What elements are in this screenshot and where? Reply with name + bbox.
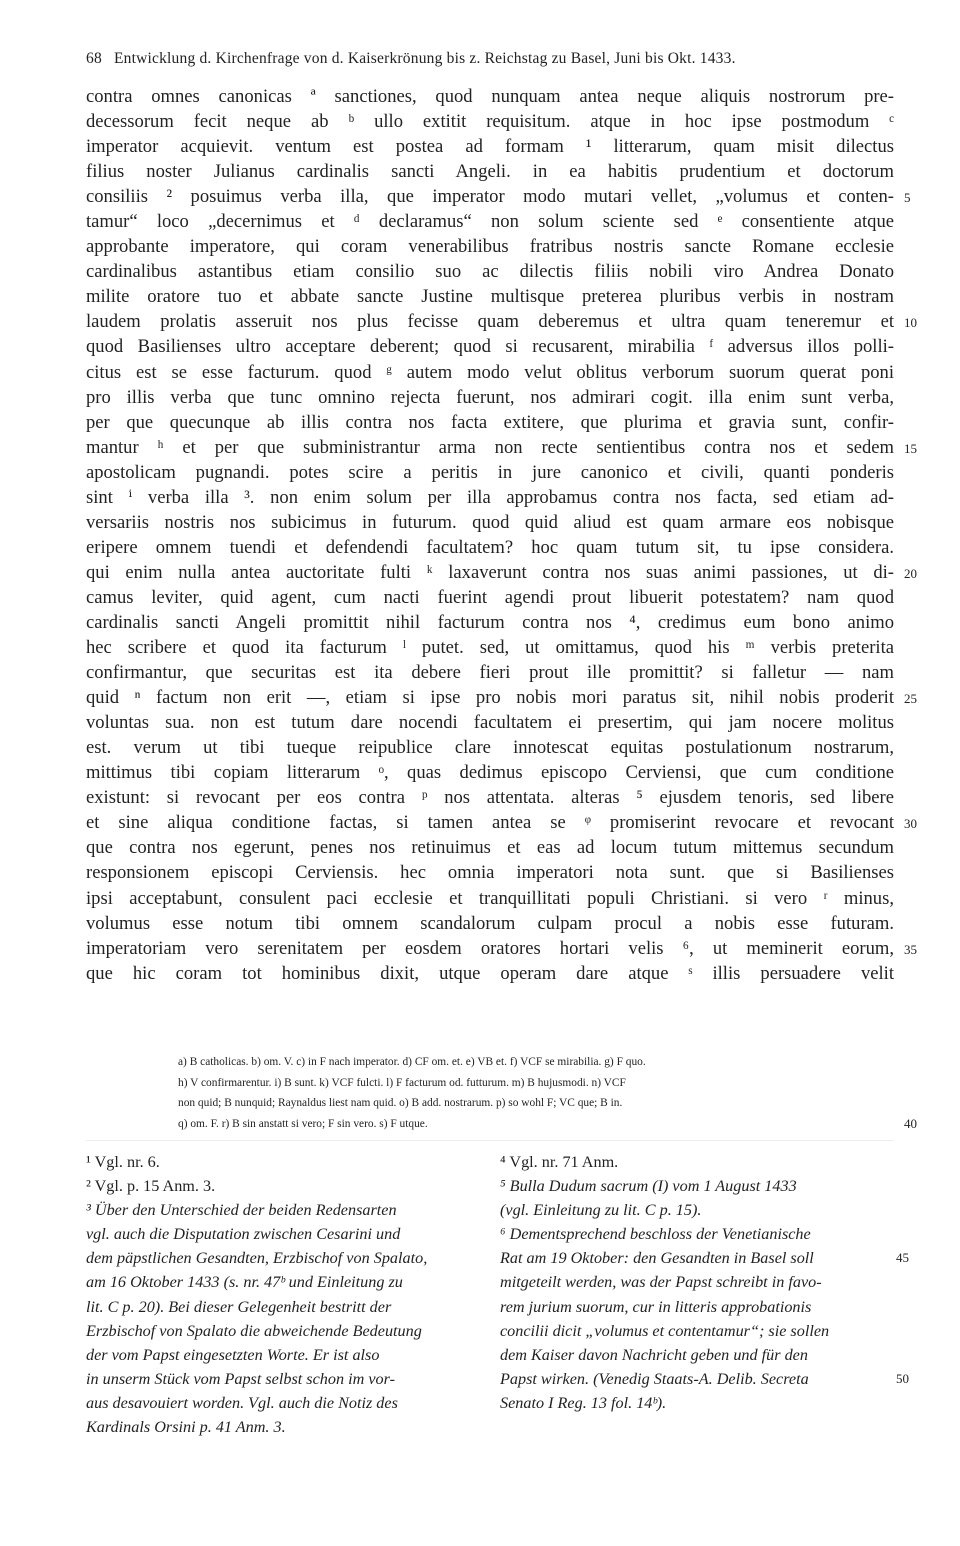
footnote-line-text: am 16 Oktober 1433 (s. nr. 47ᵇ und Einleitung zu — [86, 1273, 403, 1292]
footnote-line — [86, 1319, 476, 1343]
text-line-text: versariis nostris nos subicimus in futurum. quod quid aliud est quam armare eos nobisque — [86, 511, 894, 533]
apparatus-line-text: q) om. F. r) B sin anstatt si vero; F sin vero. s) F utque. — [178, 1117, 428, 1130]
footnote-line-text: concilii dicit „volumus et contentamur“; sie sollen — [500, 1321, 830, 1340]
line-number: 30 — [904, 816, 917, 832]
text-line — [86, 735, 894, 760]
text-line — [86, 385, 894, 410]
text-line — [86, 860, 894, 885]
text-line — [86, 134, 894, 159]
footnote-line — [500, 1391, 894, 1415]
footnote-line-text: lit. C p. 20). Bei dieser Gelegenheit bestritt der — [86, 1297, 392, 1316]
footnote-line — [500, 1367, 909, 1391]
text-line — [86, 635, 894, 660]
text-line — [86, 936, 917, 961]
page-number: 68 — [86, 50, 102, 67]
text-line-text: mantur ʰ et per que subministrantur arma non recte sentientibus contra nos et sedem — [86, 436, 894, 458]
footnote-line — [500, 1198, 894, 1222]
footnote-line-text: ² Vgl. p. 15 Anm. 3. — [86, 1177, 216, 1196]
text-line — [86, 259, 894, 284]
text-line — [86, 460, 894, 485]
text-line — [86, 410, 894, 435]
text-line-text: sint ⁱ verba illa ³. non enim solum per illa approbamus contra nos facta, sed etiam ad- — [86, 486, 894, 508]
text-line — [86, 84, 894, 109]
text-line — [86, 360, 894, 385]
text-line-text: quid ⁿ factum non erit —, etiam si ipse pro nobis mori paratus sit, nihil nobis proderit — [86, 687, 894, 709]
text-line — [86, 309, 917, 334]
footnote-line — [500, 1270, 894, 1294]
footnote-line-text: (vgl. Einleitung zu lit. C p. 15). — [500, 1201, 702, 1220]
footnotes-right-column — [500, 1150, 909, 1415]
footnotes-left-column — [86, 1150, 476, 1439]
line-number: 45 — [896, 1250, 909, 1266]
text-line — [86, 685, 917, 710]
text-line-text: laudem prolatis asseruit nos plus fecisse quam deberemus et ultra quam teneremur et — [86, 311, 894, 333]
footnote-line-text: Papst wirken. (Venedig Staats-A. Delib. Secreta — [500, 1369, 809, 1388]
text-line — [86, 785, 894, 810]
text-line — [86, 485, 894, 510]
line-number: 40 — [904, 1115, 917, 1131]
footnote-line-text: der vom Papst eingesetzten Worte. Er ist also — [86, 1345, 380, 1364]
text-line-text: mittimus tibi copiam litterarum ᵒ, quas dedimus episcopo Cerviensi, que cum conditione — [86, 762, 894, 784]
text-line-text: et sine aliqua conditione factas, si tamen antea se ᵠ promiserint revocare et revocant — [86, 812, 894, 834]
text-line — [86, 911, 894, 936]
footnote-line — [500, 1222, 894, 1246]
footnote-line-text: mitgeteilt werden, was der Papst schreibt in favo- — [500, 1273, 822, 1292]
footnote-line-text: Erzbischof von Spalato die abweichende Bedeutung — [86, 1321, 422, 1340]
line-number: 10 — [904, 315, 917, 331]
footnote-line — [500, 1319, 894, 1343]
text-line-text: responsionem episcopi Cerviensis. hec omnia imperatori nota sunt. que si Basilienses — [86, 862, 894, 884]
text-line-text: que contra nos egerunt, penes nos retinuimus et eas ad locum tutum mittemus secundum — [86, 837, 894, 859]
text-line — [86, 209, 894, 234]
footnote-line-text: ⁵ Bulla Dudum sacrum (I) vom 1 August 1433 — [500, 1177, 797, 1196]
footnote-line — [86, 1198, 476, 1222]
footnote-line — [500, 1246, 909, 1270]
text-line — [86, 284, 894, 309]
text-line-text: tamur“ loco „decernimus et ᵈ declaramus“ non solum sciente sed ᵉ consentiente atque — [86, 211, 894, 233]
footnote-line-text: aus desavouiert worden. Vgl. auch die Notiz des — [86, 1393, 398, 1412]
footnote-line-text: dem Kaiser davon Nachricht geben und für den — [500, 1345, 808, 1364]
footnote-line — [500, 1150, 894, 1174]
apparatus-line-text: a) B catholicas. b) om. V. c) in F nach imperator. d) CF om. et. e) VB et. f) VCF se mirabilia. g) F quo. — [178, 1056, 646, 1068]
text-line — [86, 835, 894, 860]
line-number: 5 — [904, 190, 911, 206]
text-line — [86, 159, 894, 184]
text-line — [86, 184, 911, 209]
footnote-line-text: ¹ Vgl. nr. 6. — [86, 1153, 160, 1171]
text-line — [86, 560, 917, 585]
running-header — [86, 50, 736, 68]
text-line-text: consiliis ² posuimus verba illa, que imperator modo mutari vellet, „volumus et conten- — [86, 186, 894, 208]
footnote-line-text: Rat am 19 Oktober: den Gesandten in Basel soll — [500, 1249, 814, 1268]
footnote-line — [86, 1343, 476, 1367]
text-line-text: citus est se esse facturum. quod ᵍ autem modo velut oblitus verborum suorum querat poni — [86, 361, 894, 383]
text-line — [86, 334, 894, 359]
text-line-text: apostolicam pugnandi. potes scire a peritis in jure canonico et civili, quanti ponderis — [86, 461, 894, 483]
line-number: 25 — [904, 691, 917, 707]
apparatus-line-text: h) V confirmarentur. i) B sunt. k) VCF fulcti. l) F facturum od. futturum. m) B hujusmodi. n) VCF — [178, 1076, 626, 1089]
text-line-text: imperatoriam vero serenitatem per eosdem oratores hortari velis ⁶, ut meminerit eorum, — [86, 937, 894, 959]
text-line — [86, 961, 894, 986]
text-line-text: qui enim nulla antea auctoritate fulti ᵏ laxaverunt contra nos suas animi passiones, ut di- — [86, 561, 894, 583]
text-line — [86, 234, 894, 259]
footnote-line-text: ³ Über den Unterschied der beiden Redensarten — [86, 1201, 397, 1220]
footnote-line-text: Senato I Reg. 13 fol. 14ᵇ). — [500, 1393, 667, 1412]
footnote-line — [86, 1150, 476, 1174]
text-line-text: cardinalis sancti Angeli promittit nihil facturum contra nos ⁴, credimus eum bono animo — [86, 611, 894, 633]
apparatus-line — [178, 1052, 894, 1073]
text-line — [86, 660, 894, 685]
footnote-line — [86, 1367, 476, 1391]
text-line-text: volumus esse notum tibi omnem scandalorum culpam procul a nobis esse futuram. — [86, 912, 894, 934]
text-line-text: pro illis verba que tunc omnino rejecta fuerunt, nos admirari cogit. illa enim sunt verba, — [86, 386, 894, 408]
text-line-text: est. verum ut tibi tueque reipublice clare innotescat equitas postulationum nostrarum, — [86, 737, 894, 759]
footnote-line — [500, 1174, 894, 1198]
text-line — [86, 510, 894, 535]
footnote-line-text: ⁴ Vgl. nr. 71 Anm. — [500, 1153, 619, 1171]
footnote-line — [86, 1295, 476, 1319]
text-line — [86, 610, 894, 635]
apparatus-line — [178, 1114, 917, 1135]
footnote-line — [86, 1246, 476, 1270]
text-line-text: imperator acquievit. ventum est postea ad formam ¹ litterarum, quam misit dilectus — [86, 136, 894, 158]
text-line-text: cardinalibus astantibus etiam consilio suo ac dilectis filiis nobili viro Andrea Donato — [86, 261, 894, 283]
text-line — [86, 886, 894, 911]
footnote-line — [500, 1295, 894, 1319]
text-line — [86, 109, 894, 134]
text-line-text: voluntas sua. non est tutum dare nocendi facultatem ei presertim, qui jam nocere molitus — [86, 712, 894, 734]
text-line-text: eripere omnem tuendi et defendendi facultatem? hoc quam tutum sit, tu ipse considera. — [86, 536, 894, 558]
footnote-line-text: in unserm Stück vom Papst selbst schon im vor- — [86, 1369, 395, 1388]
text-line — [86, 710, 894, 735]
footnote-line-text: vgl. auch die Disputation zwischen Cesarini und — [86, 1225, 401, 1244]
text-line-text: quod Basilienses ultro acceptare deberent; quod si recusarent, mirabilia ᶠ adversus illos polli- — [86, 336, 894, 358]
footnote-line-text: ⁶ Dementsprechend beschloss der Venetianische — [500, 1225, 811, 1244]
critical-apparatus — [178, 1052, 917, 1134]
line-number: 15 — [904, 440, 917, 456]
main-text — [86, 84, 917, 986]
footnote-line — [86, 1270, 476, 1294]
text-line — [86, 535, 894, 560]
footnote-line — [86, 1222, 476, 1246]
text-line-text: confirmantur, que securitas est ita debere fieri prout ille promittit? si falletur — nam — [86, 662, 894, 684]
footnote-line — [86, 1174, 476, 1198]
apparatus-line-text: non quid; B nunquid; Raynaldus liest nam quid. o) B add. nostrarum. p) so wohl F; VC que; B in. — [178, 1097, 623, 1109]
footnote-line — [500, 1343, 894, 1367]
text-line-text: existunt: si revocant per eos contra ᵖ nos attentata. alteras ⁵ ejusdem tenoris, sed libere — [86, 787, 894, 809]
text-line-text: hec scribere et quod ita facturum ˡ putet. sed, ut omittamus, quod his ᵐ verbis preterita — [86, 637, 894, 659]
text-line — [86, 810, 917, 835]
text-line — [86, 760, 894, 785]
line-number: 20 — [904, 565, 917, 581]
text-line-text: camus leviter, quid agent, cum nacti fuerint agendi prout libuerit potestatem? nam quod — [86, 586, 894, 608]
text-line — [86, 585, 894, 610]
text-line-text: approbante imperatore, qui coram venerabilibus fratribus nostris sancte Romane ecclesie — [86, 236, 894, 258]
footnote-divider — [86, 1140, 894, 1141]
text-line — [86, 435, 917, 460]
text-line-text: contra omnes canonicas ª sanctiones, quod nunquam antea neque aliquis nostrorum pre- — [86, 86, 894, 107]
text-line-text: que hic coram tot hominibus dixit, utque operam dare atque ˢ illis persuadere velit — [86, 962, 894, 984]
apparatus-line — [178, 1093, 894, 1114]
text-line-text: ipsi acceptabunt, consulent paci ecclesie et tranquillitati populi Christiani. si vero ʳ minus, — [86, 887, 894, 909]
footnote-line-text: dem päpstlichen Gesandten, Erzbischof von Spalato, — [86, 1249, 428, 1268]
text-line-text: decessorum fecit neque ab ᵇ ullo extitit requisitum. atque in hoc ipse postmodum ᶜ — [86, 111, 894, 133]
apparatus-line — [178, 1073, 894, 1094]
footnote-line-text: Kardinals Orsini p. 41 Anm. 3. — [86, 1418, 286, 1437]
footnote-line — [86, 1391, 476, 1415]
text-line-text: filius noster Julianus cardinalis sancti Angeli. in ea habitis prudentium et doctorum — [86, 161, 894, 183]
running-title: Entwicklung d. Kirchenfrage von d. Kaiserkrönung bis z. Reichstag zu Basel, Juni bis Okt. 1433. — [113, 50, 736, 67]
footnote-line-text: rem jurium suorum, cur in litteris approbationis — [500, 1297, 812, 1316]
text-line-text: milite oratore tuo et abbate sancte Justine multisque preterea pluribus verbis in nostram — [86, 286, 894, 308]
footnote-line — [86, 1415, 476, 1439]
line-number: 35 — [904, 941, 917, 957]
text-line-text: per que quecunque ab illis contra nos facta extitere, que plurima et gravia sunt, confir- — [86, 411, 894, 433]
line-number: 50 — [896, 1370, 909, 1386]
